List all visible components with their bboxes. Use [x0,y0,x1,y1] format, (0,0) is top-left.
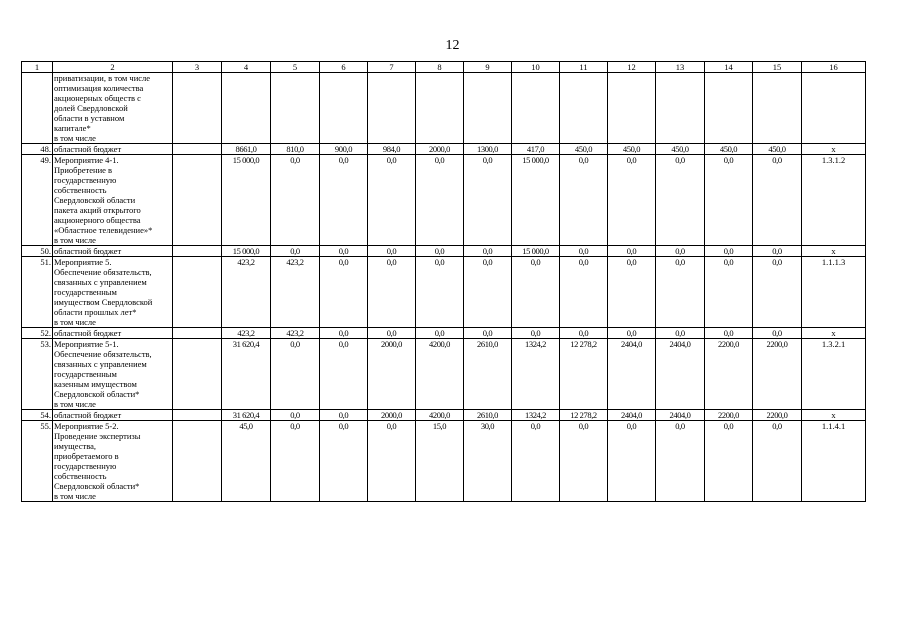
amount-cell: 2610,0 [464,410,512,421]
description-line: государственным [54,287,117,297]
amount-cell [464,73,512,144]
amount-cell: 2200,0 [753,339,802,410]
row-number [22,73,53,144]
amount-cell: 0,0 [512,328,560,339]
description-line: имущества, [54,441,96,451]
description-line: в том числе [54,133,96,143]
table-row [22,421,866,502]
amount-cell: 0,0 [560,421,608,502]
amount-cell: 1300,0 [464,144,512,155]
column-3-cell [173,421,222,502]
amount-cell: 417,0 [512,144,560,155]
amount-cell: 0,0 [656,421,705,502]
amount-cell [608,73,656,144]
amount-cell: 0,0 [368,155,416,246]
target-code-cell: 1.3.1.2 [802,155,866,246]
description-line: связанных с управлением [54,277,147,287]
description-line: государственную [54,461,117,471]
amount-cell [416,73,464,144]
amount-cell: 0,0 [753,155,802,246]
amount-cell: 0,0 [608,246,656,257]
amount-cell: 1324,2 [512,339,560,410]
amount-cell: 0,0 [320,421,368,502]
amount-cell: 0,0 [608,257,656,328]
column-3-cell [173,328,222,339]
amount-cell: 0,0 [560,257,608,328]
amount-cell: 2404,0 [656,339,705,410]
description-line: областной бюджет [54,328,122,338]
amount-cell: 450,0 [753,144,802,155]
amount-cell: 0,0 [368,257,416,328]
row-description [53,144,173,155]
amount-cell: 4200,0 [416,339,464,410]
table-row [22,410,866,421]
amount-cell: 900,0 [320,144,368,155]
amount-cell: 2200,0 [705,339,753,410]
amount-cell: 0,0 [320,339,368,410]
description-line: Мероприятие 5. [54,257,112,267]
budget-table [21,61,866,502]
amount-cell: 12 278,2 [560,339,608,410]
row-description [53,73,173,144]
amount-cell: 0,0 [416,257,464,328]
amount-cell: 2404,0 [608,410,656,421]
description-line: Проведение экспертизы [54,431,141,441]
description-line: Свердловской области* [54,389,140,399]
amount-cell: 0,0 [512,257,560,328]
description-line: «Областное телевидение»* [54,225,153,235]
column-header: 4 [222,62,271,73]
amount-cell [368,73,416,144]
description-line: имуществом Свердловской [54,297,153,307]
description-line: области прошлых лет* [54,307,137,317]
amount-cell: 984,0 [368,144,416,155]
amount-cell: 4200,0 [416,410,464,421]
amount-cell: 15 000,0 [512,246,560,257]
amount-cell: 2200,0 [753,410,802,421]
amount-cell: 31 620,4 [222,410,271,421]
amount-cell: 0,0 [320,328,368,339]
description-line: в том числе [54,491,96,501]
description-line: области в уставном [54,113,125,123]
description-line: в том числе [54,399,96,409]
row-number: 51. [22,257,53,328]
column-header: 10 [512,62,560,73]
amount-cell: 0,0 [560,246,608,257]
amount-cell [753,73,802,144]
target-code-cell [802,73,866,144]
description-line: областной бюджет [54,246,122,256]
target-code-cell: x [802,410,866,421]
row-description [53,421,173,502]
row-description [53,155,173,246]
column-3-cell [173,155,222,246]
amount-cell: 0,0 [320,257,368,328]
amount-cell: 423,2 [271,257,320,328]
amount-cell: 0,0 [271,421,320,502]
row-description [53,257,173,328]
amount-cell: 0,0 [416,155,464,246]
amount-cell: 0,0 [705,155,753,246]
row-description [53,246,173,257]
amount-cell [656,73,705,144]
description-line: Приобретение в [54,165,113,175]
description-line: Свердловской области* [54,481,140,491]
description-line: связанных с управлением [54,359,147,369]
description-line: в том числе [54,317,96,327]
amount-cell: 0,0 [705,257,753,328]
column-header: 1 [22,62,53,73]
target-code-cell: 1.1.1.3 [802,257,866,328]
column-3-cell [173,144,222,155]
amount-cell: 15 000,0 [222,155,271,246]
row-description [53,410,173,421]
header-row [22,62,866,73]
target-code-cell: 1.3.2.1 [802,339,866,410]
column-header: 6 [320,62,368,73]
description-line: государственную [54,175,117,185]
amount-cell: 0,0 [705,328,753,339]
amount-cell: 0,0 [416,246,464,257]
amount-cell [560,73,608,144]
amount-cell: 0,0 [608,421,656,502]
amount-cell: 450,0 [656,144,705,155]
amount-cell [222,73,271,144]
column-header: 8 [416,62,464,73]
row-number: 49. [22,155,53,246]
description-line: акционерного общества [54,215,141,225]
column-3-cell [173,73,222,144]
amount-cell: 2200,0 [705,410,753,421]
description-line: приобретаемого в [54,451,119,461]
amount-cell: 0,0 [560,155,608,246]
amount-cell: 0,0 [271,410,320,421]
table-row [22,246,866,257]
table-body [22,62,866,502]
table-row [22,144,866,155]
table-row [22,257,866,328]
description-line: Обеспечение обязательств, [54,349,152,359]
amount-cell: 0,0 [271,339,320,410]
description-line: пакета акций открытого [54,205,141,215]
amount-cell: 0,0 [608,155,656,246]
amount-cell [320,73,368,144]
row-number: 50. [22,246,53,257]
amount-cell: 0,0 [464,246,512,257]
amount-cell: 423,2 [222,257,271,328]
amount-cell [512,73,560,144]
amount-cell: 8661,0 [222,144,271,155]
column-header: 5 [271,62,320,73]
amount-cell: 31 620,4 [222,339,271,410]
amount-cell: 1324,2 [512,410,560,421]
description-line: капитале* [54,123,91,133]
target-code-cell: 1.1.4.1 [802,421,866,502]
description-line: Свердловской области [54,195,136,205]
column-header: 7 [368,62,416,73]
amount-cell: 0,0 [753,328,802,339]
column-header: 15 [753,62,802,73]
amount-cell: 0,0 [271,246,320,257]
row-number: 48. [22,144,53,155]
row-number: 52. [22,328,53,339]
amount-cell: 2000,0 [368,410,416,421]
column-3-cell [173,410,222,421]
amount-cell: 0,0 [512,421,560,502]
amount-cell: 0,0 [320,155,368,246]
column-header: 12 [608,62,656,73]
description-line: Мероприятие 4-1. [54,155,119,165]
column-3-cell [173,339,222,410]
column-header: 13 [656,62,705,73]
amount-cell: 810,0 [271,144,320,155]
description-line: областной бюджет [54,144,122,154]
description-line: оптимизация количества [54,83,144,93]
amount-cell: 423,2 [271,328,320,339]
column-header: 9 [464,62,512,73]
amount-cell: 0,0 [656,246,705,257]
table-row [22,73,866,144]
description-line: Мероприятие 5-1. [54,339,119,349]
column-header: 16 [802,62,866,73]
column-3-cell [173,257,222,328]
amount-cell: 0,0 [656,257,705,328]
amount-cell: 0,0 [753,257,802,328]
amount-cell: 0,0 [464,328,512,339]
description-line: областной бюджет [54,410,122,420]
description-line: долей Свердловской [54,103,128,113]
amount-cell: 0,0 [320,246,368,257]
amount-cell: 0,0 [753,421,802,502]
amount-cell: 2610,0 [464,339,512,410]
row-number: 55. [22,421,53,502]
row-number: 53. [22,339,53,410]
target-code-cell: x [802,246,866,257]
amount-cell: 0,0 [368,328,416,339]
table-row [22,155,866,246]
target-code-cell: x [802,144,866,155]
description-line: Обеспечение обязательств, [54,267,152,277]
description-line: собственность [54,185,107,195]
description-line: собственность [54,471,107,481]
amount-cell: 0,0 [753,246,802,257]
column-header: 3 [173,62,222,73]
amount-cell: 0,0 [705,421,753,502]
amount-cell: 0,0 [320,410,368,421]
amount-cell: 2000,0 [416,144,464,155]
row-number: 54. [22,410,53,421]
amount-cell [271,73,320,144]
amount-cell: 2404,0 [608,339,656,410]
amount-cell: 0,0 [271,155,320,246]
column-header: 2 [53,62,173,73]
amount-cell: 2404,0 [656,410,705,421]
row-description [53,339,173,410]
amount-cell: 0,0 [464,257,512,328]
description-line: акционерных обществ с [54,93,141,103]
description-line: Мероприятие 5-2. [54,421,119,431]
amount-cell: 0,0 [656,155,705,246]
amount-cell: 450,0 [608,144,656,155]
column-3-cell [173,246,222,257]
table-row [22,339,866,410]
column-header: 14 [705,62,753,73]
amount-cell: 423,2 [222,328,271,339]
amount-cell: 15 000,0 [512,155,560,246]
amount-cell: 15,0 [416,421,464,502]
amount-cell: 12 278,2 [560,410,608,421]
amount-cell: 0,0 [560,328,608,339]
description-line: приватизации, в том числе [54,73,151,83]
amount-cell: 45,0 [222,421,271,502]
column-header: 11 [560,62,608,73]
amount-cell: 0,0 [416,328,464,339]
amount-cell [705,73,753,144]
amount-cell: 0,0 [464,155,512,246]
description-line: в том числе [54,235,96,245]
amount-cell: 30,0 [464,421,512,502]
amount-cell: 0,0 [368,421,416,502]
description-line: государственным [54,369,117,379]
amount-cell: 0,0 [368,246,416,257]
page-number: 12 [445,38,460,53]
description-line: казенным имуществом [54,379,137,389]
row-description [53,328,173,339]
amount-cell: 15 000,0 [222,246,271,257]
amount-cell: 0,0 [705,246,753,257]
table-row [22,328,866,339]
amount-cell: 450,0 [560,144,608,155]
amount-cell: 0,0 [608,328,656,339]
target-code-cell: x [802,328,866,339]
amount-cell: 2000,0 [368,339,416,410]
amount-cell: 0,0 [656,328,705,339]
amount-cell: 450,0 [705,144,753,155]
